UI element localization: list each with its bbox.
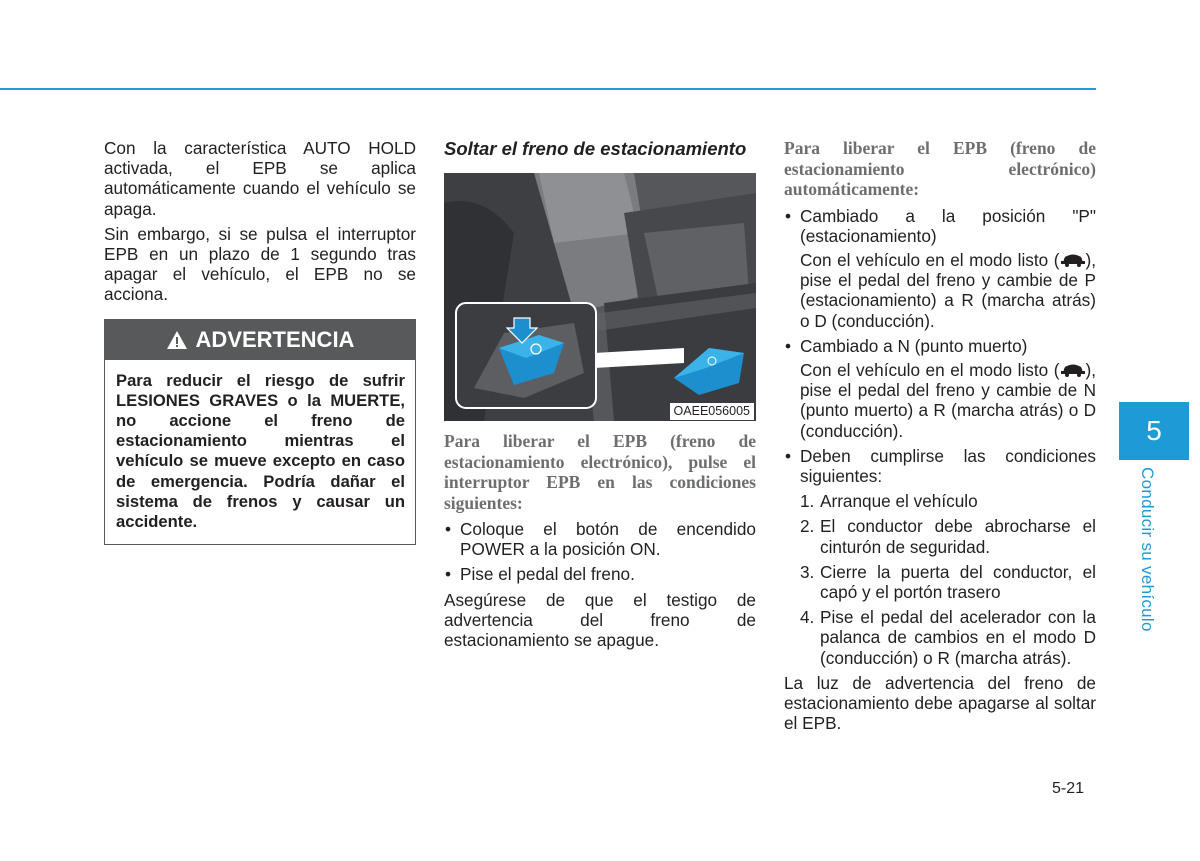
- step-text: El conductor debe abrocharse el cinturón de seguridad.: [820, 516, 1096, 557]
- detail-text-post: ), pise el pedal del freno y cambie de P (estacionamiento) a R (marcha atrás) o D (conducción).: [800, 249, 1096, 331]
- paragraph-epb-switch: Sin embargo, si se pulsa el interruptor EPB en un plazo de 1 segundo tras apagar el vehículo, el EPB no se acciona.: [104, 223, 416, 305]
- bullet-park-text: Cambiado a la posición "P" (estacionamiento): [800, 205, 1096, 246]
- list-item: • Coloque el botón de encendido POWER a la posición ON.: [444, 519, 756, 559]
- list-item: [784, 206, 1096, 331]
- step-number: 4.: [800, 607, 815, 628]
- figure-epb-switch: [444, 173, 756, 421]
- ready-car-icon: [1060, 252, 1086, 268]
- detail-text-post: ), pise el pedal del freno y cambie de N (punto muerto) a R (marcha atrás) o D (conducción).: [800, 359, 1096, 441]
- section-heading: Soltar el freno de estacionamiento: [444, 138, 747, 159]
- paragraph-auto-hold: Con la característica AUTO HOLD activada, el EPB se aplica automáticamente cuando el vehículo se apaga.: [104, 138, 416, 219]
- bullet-conditions-text: Deben cumplirse las condiciones siguientes:: [800, 445, 1096, 486]
- step-item: [800, 491, 1096, 511]
- warning-triangle-icon: [166, 330, 188, 350]
- step-text: Pise el pedal del acelerador con la palanca de cambios en el modo D (conducción) o R (marcha atrás).: [820, 607, 1096, 668]
- step-number: 3.: [800, 561, 815, 582]
- column-right: [784, 138, 1096, 738]
- paragraph-release-light: La luz de advertencia del freno de estacionamiento debe apagarse al soltar el EPB.: [784, 672, 1096, 734]
- list-item: [784, 336, 1096, 441]
- step-number: 2.: [800, 516, 815, 537]
- conditions-list: [444, 519, 756, 585]
- header-rule: [0, 88, 1096, 90]
- paragraph-warning-light: Asegúrese de que el testigo de advertencia del freno de estacionamiento se apague.: [444, 589, 756, 651]
- warning-header: [105, 320, 415, 360]
- step-item: [800, 562, 1096, 602]
- console-illustration: [444, 173, 756, 421]
- column-left: [104, 138, 416, 545]
- page-number: 5-21: [1052, 780, 1085, 797]
- ready-car-icon: [1060, 362, 1086, 378]
- bullet-neutral-text: Cambiado a N (punto muerto): [800, 335, 1028, 356]
- detail-text-pre: Con el vehículo en el modo listo (: [800, 249, 1060, 270]
- step-text: Arranque el vehículo: [820, 491, 978, 512]
- column-middle: [444, 138, 756, 655]
- figure-caption: OAEE056005: [670, 403, 754, 420]
- warning-box: [104, 319, 416, 546]
- chapter-title: Conducir su vehículo: [1138, 467, 1157, 632]
- step-text: Cierre la puerta del conductor, el capó y el portón trasero: [820, 561, 1096, 602]
- warning-title: ADVERTENCIA: [195, 326, 355, 352]
- subheading-release-epb: Para liberar el EPB (freno de estacionamiento electrónico), pulse el interruptor EPB en las condiciones siguientes:: [444, 431, 756, 513]
- step-item: [800, 516, 1096, 556]
- bullet-park-detail: [800, 250, 1096, 331]
- subheading-auto-release: Para liberar el EPB (freno de estacionamiento electrónico) automáticamente:: [784, 138, 1096, 199]
- step-item: [800, 607, 1096, 668]
- steps-list: [800, 491, 1096, 668]
- auto-release-list: [784, 206, 1096, 487]
- list-item: [784, 446, 1096, 486]
- step-number: 1.: [800, 491, 815, 512]
- warning-body: Para reducir el riesgo de sufrir LESIONES GRAVES o la MUERTE, no accione el freno de estacionamiento mientras el vehículo se mueve excepto en caso de emergencia. Podría dañar el sistema de frenos y causar un accidente.: [116, 370, 405, 532]
- bullet-neutral-detail: [800, 360, 1096, 441]
- chapter-tab: 5: [1119, 402, 1189, 460]
- list-item: • Pise el pedal del freno.: [444, 564, 756, 584]
- detail-text-pre: Con el vehículo en el modo listo (: [800, 359, 1060, 380]
